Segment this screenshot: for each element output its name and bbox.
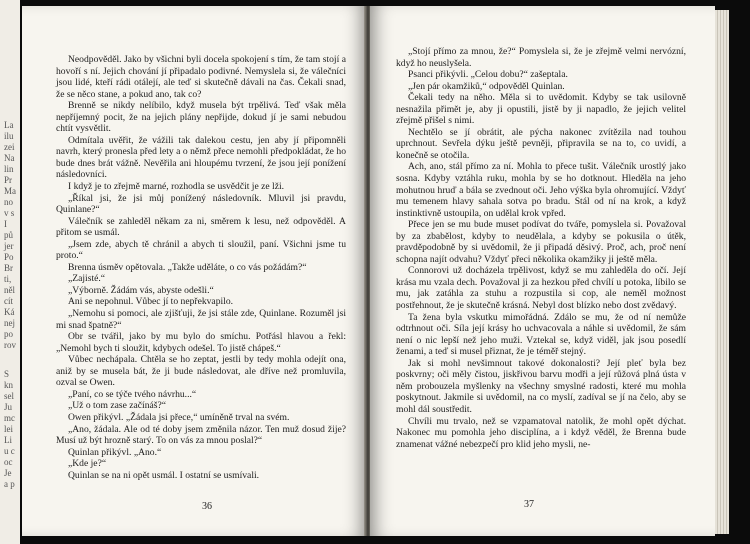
spine-fragment: Pr — [4, 175, 13, 185]
spine-fragment: I — [4, 219, 7, 229]
paragraph: „Paní, co se týče tvého návrhu...“ — [68, 388, 197, 400]
spine-fragment: rov — [4, 340, 16, 350]
paragraph: Odmítala uvěřit, že vážili tak dalekou cestu, jen aby jí připomněli navrh, který pronesla před lety a o němž přece nemohli předpokládat, že ho bude dnes brát vážně. Nevěřila ani hloupému tvrzení, že jsou její ponížení následovníci. — [56, 134, 346, 181]
paragraph: Psanci přikývli. „Celou dobu?“ zašeptala. — [408, 69, 568, 81]
spine-fragment: ti, — [4, 274, 12, 284]
paragraph: Ani se nepohnul. Vůbec jí to nepřekvapilo. — [68, 296, 234, 308]
paragraph: Obr se tvářil, jako by mu bylo do smíchu. Potřásl hlavou a řekl: „Nemohl bych ti sloužit, kdybych odešel. To jistě chápeš.“ — [56, 331, 346, 354]
left-page-text — [56, 54, 346, 481]
paragraph: Přece jen se mu bude muset podívat do tváře, pomyslela si. Považoval by za zbabělost, kdyby to neudělala, a kdyby se pokusila o útěk, pravděpodobně by si uvědomil, že ji připadá děsivý. Proč, ach, proč není schopna najít odvahu? Vždyť přeci několika okamžiky ji ještě měla. — [396, 219, 686, 265]
paragraph: „Říkal jsi, že jsi můj ponížený následovník. Mluvil jsi pravdu, Quinlane?“ — [56, 192, 346, 216]
spine-fragment: Br — [4, 263, 13, 273]
spine-fragment: mc — [4, 413, 15, 423]
spine-fragment: po — [4, 329, 13, 339]
right-page — [370, 6, 715, 536]
previous-page-edge — [0, 0, 20, 544]
paragraph: „Už o tom zase začínáš?“ — [68, 400, 167, 412]
paragraph: Čekali tedy na něho. Měla si to uvědomit. Kdyby se tak usilovně nesnažila přimět je, aby ji opustili, jistě by ji napadlo, že jejich velitel zřejmě přišel s nimi. — [396, 92, 686, 127]
paragraph: I když je to zřejmě marné, rozhodla se usvědčit je ze lži. — [68, 181, 285, 193]
spine-fragment: v s — [4, 208, 15, 218]
page-edges — [715, 10, 729, 534]
right-page-text — [396, 46, 686, 450]
paragraph: Vůbec nechápala. Chtěla se ho zeptat, jestli by tedy mohla odejít ona, aniž by se musela bát, že ji bude následovat, ale dříve než promluvila, ozval se Owen. — [56, 354, 346, 389]
spine-fragment: cít — [4, 296, 13, 306]
spine-fragment: a p — [4, 479, 15, 489]
paragraph: Brenně se nikdy nelíbilo, když musela být trpělivá. Teď však měla nepříjemný pocit, že na jejich plány nepřijde, dokud jí je sami nebudou chtít vysvětlit. — [56, 100, 346, 135]
paragraph: Quinlan se na ni opět usmál. I ostatní se usmívali. — [68, 469, 260, 481]
paragraph: „Jsem zde, abych tě chránil a abych ti sloužil, paní. Všichni jsme tu proto.“ — [56, 238, 346, 262]
right-page-number: 37 — [524, 499, 534, 510]
spine-fragment: La — [4, 120, 14, 130]
left-page — [22, 6, 366, 536]
spine-fragment: lin — [4, 164, 14, 174]
paragraph: „Kde je?“ — [68, 458, 107, 470]
paragraph: Brenna úsměv opětovala. „Takže uděláte, o co vás požádám?“ — [68, 261, 307, 273]
paragraph: „Jen pár okamžiků,“ odpověděl Quinlan. — [408, 80, 565, 92]
spine-fragment: Na — [4, 153, 15, 163]
spine-fragment: S — [4, 369, 10, 379]
spine-fragment: ilu — [4, 131, 14, 141]
paragraph: „Zajisté.“ — [68, 273, 106, 285]
spine-fragment: něl — [4, 285, 15, 295]
spine-fragment: Po — [4, 252, 14, 262]
paragraph: Owen přikývl. „Žádala jsi přece,“ umíněně trval na svém. — [68, 411, 290, 423]
left-page-number: 36 — [202, 501, 212, 512]
spine-fragment: Ju — [4, 402, 13, 412]
paragraph: „Stojí přímo za mnou, že?“ Pomyslela si, že je zřejmě velmi nervózní, když ho neuslyšela. — [396, 46, 686, 69]
spine-fragment: Ma — [4, 186, 16, 196]
spine-fragment: Ká — [4, 307, 15, 317]
paragraph: Connorovi už docházela trpělivost, když se mu zahleděla do očí. Její krása mu vzala dech. Považoval ji za hezkou před chvílí u potoka, líbilo se mu, jak zatáhla za stuhu a rozpustila si cop, ale neměl možnost postřehnout, že je skutečně krásná. Nebyl dost blízko nebo dost zvědavý. — [396, 265, 686, 312]
paragraph: Ta žena byla vskutku mimořádná. Zdálo se mu, že od ní nemůže odtrhnout oči. Síla její krásy ho uchvacovala a náhle si uvědomil, že sám není o nic lepší než jeho muži. Vztekal se, když viděl, jak jsou posedlí ženami, a teď si musel přiznat, že je téměř stejný. — [396, 311, 686, 358]
spine-fragment: u c — [4, 446, 15, 456]
spine-fragment: Li — [4, 435, 12, 445]
spine-fragment: kn — [4, 380, 13, 390]
spine-fragment: zei — [4, 142, 15, 152]
paragraph: „Výborně. Žádám vás, abyste odešli.“ — [68, 284, 214, 296]
paragraph: Chvíli mu trvalo, než se vzpamatoval natolik, že mohl opět dýchat. Nakonec mu pomohla jeho disciplína, a i když věděl, že Brenna bude znamenat vážné nebezpečí pro klid jeho mysli, ne- — [396, 415, 686, 450]
paragraph: Neodpověděl. Jako by všichni byli docela spokojení s tím, že tam stojí a hovoří s ní. Jejich chování jí připadalo podivné. Nemyslela si, že válečníci jsou lidé, kteří rádi otálejí, ale teď si skutečně dávali na čas. Čekali snad, že se něco stane, a pokud ano, tak co? — [56, 54, 346, 100]
paragraph: Quinlan přikývl. „Ano.“ — [68, 446, 162, 458]
spine-fragment: pů — [4, 230, 13, 240]
paragraph: Nechtělo se jí obrátit, ale pýcha nakonec zvítězila nad touhou uprchnout. Sevřela dýku ještě pevněji, připravila se na to, co uvidí, a konečně se otočila. — [396, 126, 686, 161]
spine-fragment: nej — [4, 318, 15, 328]
paragraph: Ach, ano, stál přímo za ní. Mohla to přece tušit. Válečník urostlý jako sosna. Kdyby vztáhla ruku, mohla by se ho dotknout. Hleděla na jeho mohutnou hruď a bála se zvednout oči. Jeho výška byla ohromující. Vždyť mu temenem hlavy sahala sotva po bradu. Stál od ní na krok, a když instinktivně ustoupila, on udělal krok vpřed. — [396, 161, 686, 219]
spine-fragment: sel — [4, 391, 14, 401]
spine-fragment: no — [4, 197, 13, 207]
spine-fragment: jer — [4, 241, 14, 251]
paragraph: „Ano, žádala. Ale od té doby jsem změnila názor. Ten muž dosud žije? Musí už být hrozně starý. To on vás za mnou poslal?“ — [56, 423, 346, 447]
paragraph: Válečník se zahleděl někam za ni, směrem k lesu, než odpověděl. A přitom se usmál. — [56, 215, 346, 239]
paragraph: Jak si mohl nevšimnout takové dokonalosti? Její pleť byla bez poskvrny; oči měly čistou, jiskřivou barvu modři a její růžová plná ústa v něm probouzela myšlenky na všechny smyslné radosti, které mu mohla poskytnout. Jakmile si uvědomil, na co myslí, zadíval se jí na čelo, aby se mohl dál soustředit. — [396, 357, 686, 415]
paragraph: „Nemohu si pomoci, ale zjišťuji, že jsi stále zde, Quinlane. Rozuměl jsi mi snad špatně?“ — [56, 308, 346, 331]
spine-fragment: oc — [4, 457, 13, 467]
spine-fragment: Je — [4, 468, 12, 478]
spine-fragment: lei — [4, 424, 13, 434]
